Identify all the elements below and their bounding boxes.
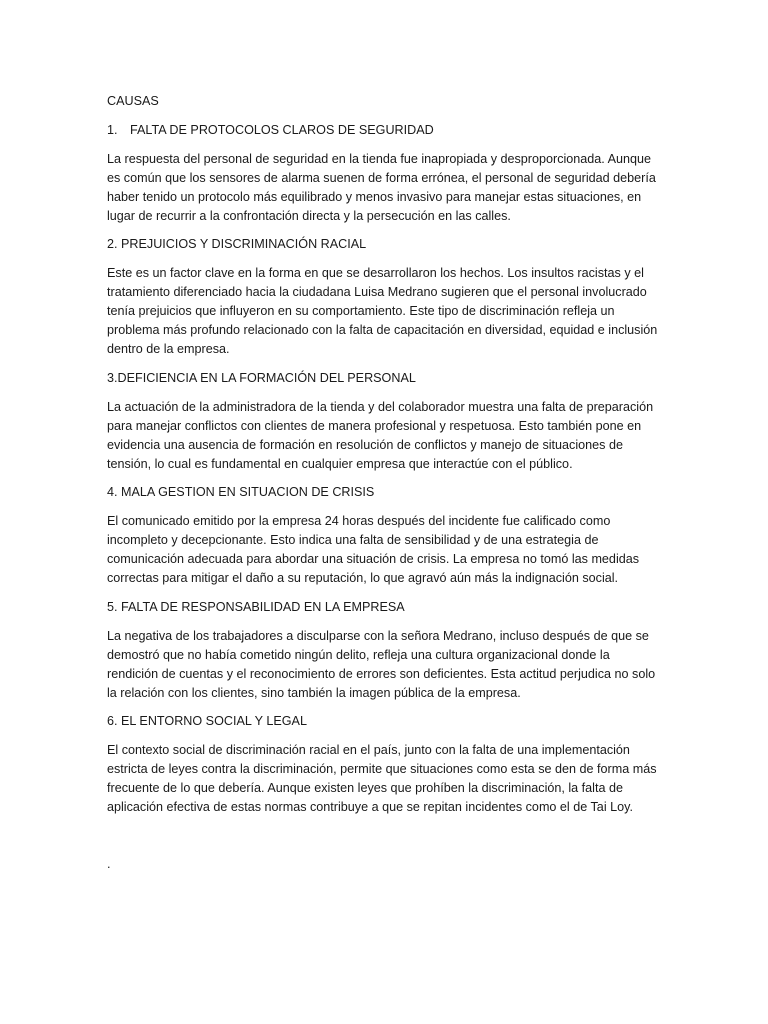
section-heading-1	[107, 121, 663, 140]
section-body-5: La negativa de los trabajadores a disculparse con la señora Medrano, incluso después de que se demostró que no había cometido ningún delito, refleja una cultura organizacional donde la rendición de cuentas y el reconocimiento de errores son deficientes. Esta actitud perjudica no solo la relación con los clientes, sino también la imagen pública de la empresa.	[107, 628, 656, 700]
section-number-1: 1.	[107, 122, 118, 137]
document-body	[107, 92, 663, 884]
section-heading-text-1: FALTA DE PROTOCOLOS CLAROS DE SEGURIDAD	[130, 122, 434, 137]
section-body-6: El contexto social de discriminación racial en el país, junto con la falta de una implementación estricta de leyes contra la discriminación, permite que situaciones como esta se den de forma más frecuente de lo que debería. Aunque existen leyes que prohíben la discriminación, la falta de aplicación efectiva de estas normas contribuye a que se repitan incidentes como el de Tai Loy.	[107, 743, 657, 815]
section-body-3: La actuación de la administradora de la tienda y del colaborador muestra una falta de preparación para manejar conflictos con clientes de manera profesional y respetuosa. Esto también pone en evidencia una ausencia de formación en resolución de conflictos y manejo de situaciones de tensión, lo cual es fundamental en cualquier empresa que interactúe con el público.	[107, 399, 654, 471]
section-body-4: El comunicado emitido por la empresa 24 horas después del incidente fue calificado como incompleto y decepcionante. Esto indica una falta de sensibilidad y de una estrategia de comunicación adecuada para abordar una situación de crisis. La empresa no tomó las medidas correctas para mitigar el daño a su reputación, lo que agravó aún más la indignación social.	[107, 514, 640, 586]
section-heading-2: 2. PREJUICIOS Y DISCRIMINACIÓN RACIAL	[107, 237, 367, 252]
document-title: CAUSAS	[107, 94, 159, 108]
section-heading-4: 4. MALA GESTION EN SITUACION DE CRISIS	[107, 485, 375, 500]
section-body-2: Este es un factor clave en la forma en que se desarrollaron los hechos. Los insultos racistas y el tratamiento diferenciado hacia la ciudadana Luisa Medrano sugieren que el personal involucrado tenía prejuicios que influyeron en su comportamiento. Este tipo de discriminación refleja un problema más profundo relacionado con la falta de capacitación en diversidad, equidad e inclusión dentro de la empresa.	[107, 266, 658, 356]
section-heading-3: 3.DEFICIENCIA EN LA FORMACIÓN DEL PERSONAL	[107, 370, 416, 385]
section-heading-5: 5. FALTA DE RESPONSABILIDAD EN LA EMPRESA	[107, 599, 405, 614]
section-heading-6: 6. EL ENTORNO SOCIAL Y LEGAL	[107, 714, 307, 729]
trailing-period: .	[107, 857, 111, 871]
section-body-1: La respuesta del personal de seguridad en la tienda fue inapropiada y desproporcionada. Aunque es común que los sensores de alarma suenen de forma errónea, el personal de seguridad debería haber tenido un protocolo más equilibrado y menos invasivo para manejar estas situaciones, en lugar de recurrir a la confrontación directa y la persecución en las calles.	[107, 151, 656, 223]
